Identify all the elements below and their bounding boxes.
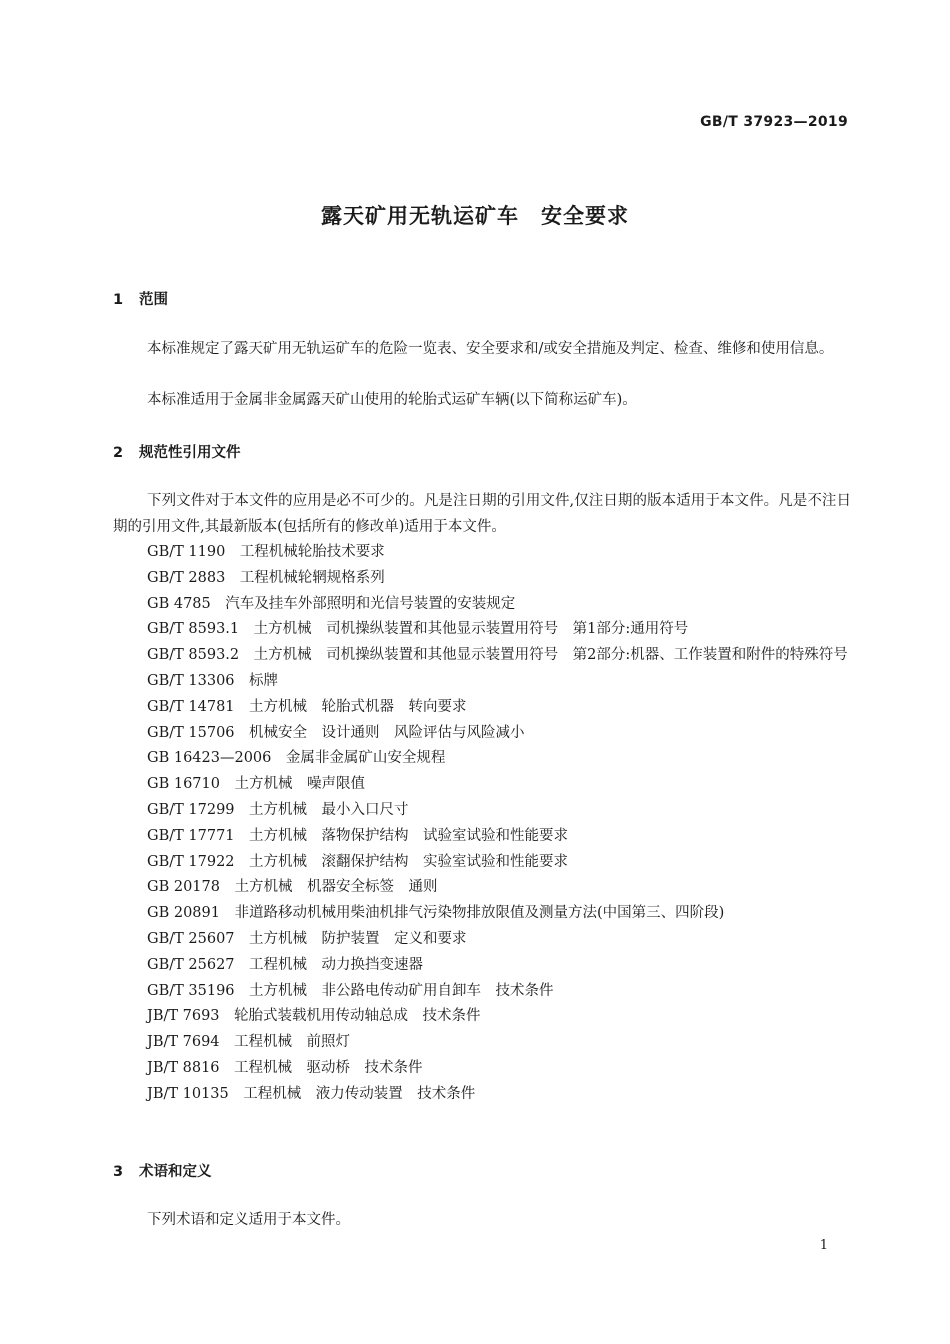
reference-title: 工程机械 驱动桥 技术条件 xyxy=(234,1059,423,1076)
reference-item xyxy=(113,1004,851,1030)
reference-code: GB 20178 xyxy=(147,879,220,896)
page-number: 1 xyxy=(819,1238,828,1253)
reference-code: GB/T 8593.2 xyxy=(147,647,240,664)
section-title: 规范性引用文件 xyxy=(139,445,241,461)
reference-title: 土方机械 落物保护结构 试验室试验和性能要求 xyxy=(249,827,569,844)
reference-code: GB/T 8593.1 xyxy=(147,621,240,638)
reference-code: GB/T 17771 xyxy=(147,827,235,844)
section-number: 3 xyxy=(113,1164,124,1180)
reference-item xyxy=(113,617,851,643)
reference-item xyxy=(113,1082,851,1108)
reference-item xyxy=(113,721,851,747)
reference-title: 工程机械 液力传动装置 技术条件 xyxy=(243,1085,476,1102)
reference-title: 土方机械 噪声限值 xyxy=(234,776,365,793)
reference-item xyxy=(113,901,851,927)
reference-title: 土方机械 机器安全标签 通则 xyxy=(234,879,438,896)
reference-item xyxy=(113,772,851,798)
section-3-heading xyxy=(113,1160,212,1181)
reference-code: GB/T 15706 xyxy=(147,724,235,741)
reference-code: GB/T 25627 xyxy=(147,956,235,973)
section-title: 术语和定义 xyxy=(139,1164,212,1180)
reference-item xyxy=(113,566,851,592)
reference-title: 工程机械轮辋规格系列 xyxy=(239,569,385,586)
reference-title: 汽车及挂车外部照明和光信号装置的安装规定 xyxy=(225,595,516,612)
reference-item xyxy=(113,1056,851,1082)
reference-title: 土方机械 非公路电传动矿用自卸车 技术条件 xyxy=(249,982,554,999)
reference-item xyxy=(113,1030,851,1056)
reference-title: 土方机械 滚翻保护结构 实验室试验和性能要求 xyxy=(249,853,569,870)
reference-title: 土方机械 司机操纵装置和其他显示装置用符号 第1部分:通用符号 xyxy=(253,621,689,638)
reference-code: GB 16423—2006 xyxy=(147,750,272,767)
document-title: 露天矿用无轨运矿车 安全要求 xyxy=(321,204,629,228)
section-3-paragraph-1: 下列术语和定义适用于本文件。 xyxy=(147,1212,350,1228)
reference-title: 土方机械 轮胎式机器 转向要求 xyxy=(249,698,467,715)
reference-item xyxy=(113,798,851,824)
normative-reference-list xyxy=(113,540,851,1108)
reference-item xyxy=(113,824,851,850)
reference-item xyxy=(113,592,851,618)
reference-title: 非道路移动机械用柴油机排气污染物排放限值及测量方法(中国第三、四阶段) xyxy=(234,905,725,922)
section-2-paragraph-1: 下列文件对于本文件的应用是必不可少的。凡是注日期的引用文件,仅注日期的版本适用于本文件。凡是不注日期的引用文件,其最新版本(包括所有的修改单)适用于本文件。 xyxy=(113,493,851,535)
reference-code: GB/T 13306 xyxy=(147,672,235,689)
reference-title: 工程机械轮胎技术要求 xyxy=(239,544,385,560)
reference-item xyxy=(113,850,851,876)
section-title: 范围 xyxy=(139,292,168,308)
reference-code: JB/T 10135 xyxy=(147,1085,229,1102)
reference-title: 土方机械 防护装置 定义和要求 xyxy=(249,930,467,947)
section-number: 1 xyxy=(113,292,124,308)
reference-code: GB 16710 xyxy=(147,776,220,793)
reference-item xyxy=(113,953,851,979)
reference-code: GB 20891 xyxy=(147,905,220,922)
section-1-paragraph-1: 本标准规定了露天矿用无轨运矿车的危险一览表、安全要求和/或安全措施及判定、检查、维修和使用信息。 xyxy=(147,341,834,357)
reference-code: GB/T 25607 xyxy=(147,930,235,947)
reference-item xyxy=(113,927,851,953)
section-1-paragraph-2: 本标准适用于金属非金属露天矿山使用的轮胎式运矿车辆(以下简称运矿车)。 xyxy=(147,392,637,408)
section-1-heading xyxy=(113,288,168,309)
reference-title: 土方机械 最小入口尺寸 xyxy=(249,801,409,818)
reference-item xyxy=(113,746,851,772)
reference-code: JB/T 8816 xyxy=(147,1059,220,1076)
reference-item xyxy=(113,695,851,721)
reference-code: GB/T 14781 xyxy=(147,698,235,715)
reference-code: GB/T 1190 xyxy=(147,544,226,560)
standard-code: GB/T 37923—2019 xyxy=(700,114,848,130)
reference-title: 标牌 xyxy=(249,672,279,689)
reference-item xyxy=(113,875,851,901)
reference-title: 轮胎式装载机用传动轴总成 技术条件 xyxy=(234,1008,481,1025)
reference-title: 金属非金属矿山安全规程 xyxy=(285,750,446,767)
reference-code: GB/T 17299 xyxy=(147,801,235,818)
reference-title: 工程机械 前照灯 xyxy=(234,1034,351,1051)
section-2-heading xyxy=(113,441,241,462)
reference-title: 机械安全 设计通则 风险评估与风险减小 xyxy=(249,724,525,741)
reference-code: JB/T 7693 xyxy=(147,1008,220,1025)
reference-code: GB/T 17922 xyxy=(147,853,235,870)
reference-title: 工程机械 动力换挡变速器 xyxy=(249,956,424,973)
reference-code: GB 4785 xyxy=(147,595,211,612)
reference-item xyxy=(113,669,851,695)
reference-item xyxy=(113,540,851,566)
reference-item xyxy=(113,979,851,1005)
reference-code: GB/T 35196 xyxy=(147,982,235,999)
reference-title: 土方机械 司机操纵装置和其他显示装置用符号 第2部分:机器、工作装置和附件的特殊符号 xyxy=(253,647,848,664)
section-number: 2 xyxy=(113,445,124,461)
reference-code: GB/T 2883 xyxy=(147,569,226,586)
reference-item xyxy=(113,643,851,669)
reference-code: JB/T 7694 xyxy=(147,1034,220,1051)
